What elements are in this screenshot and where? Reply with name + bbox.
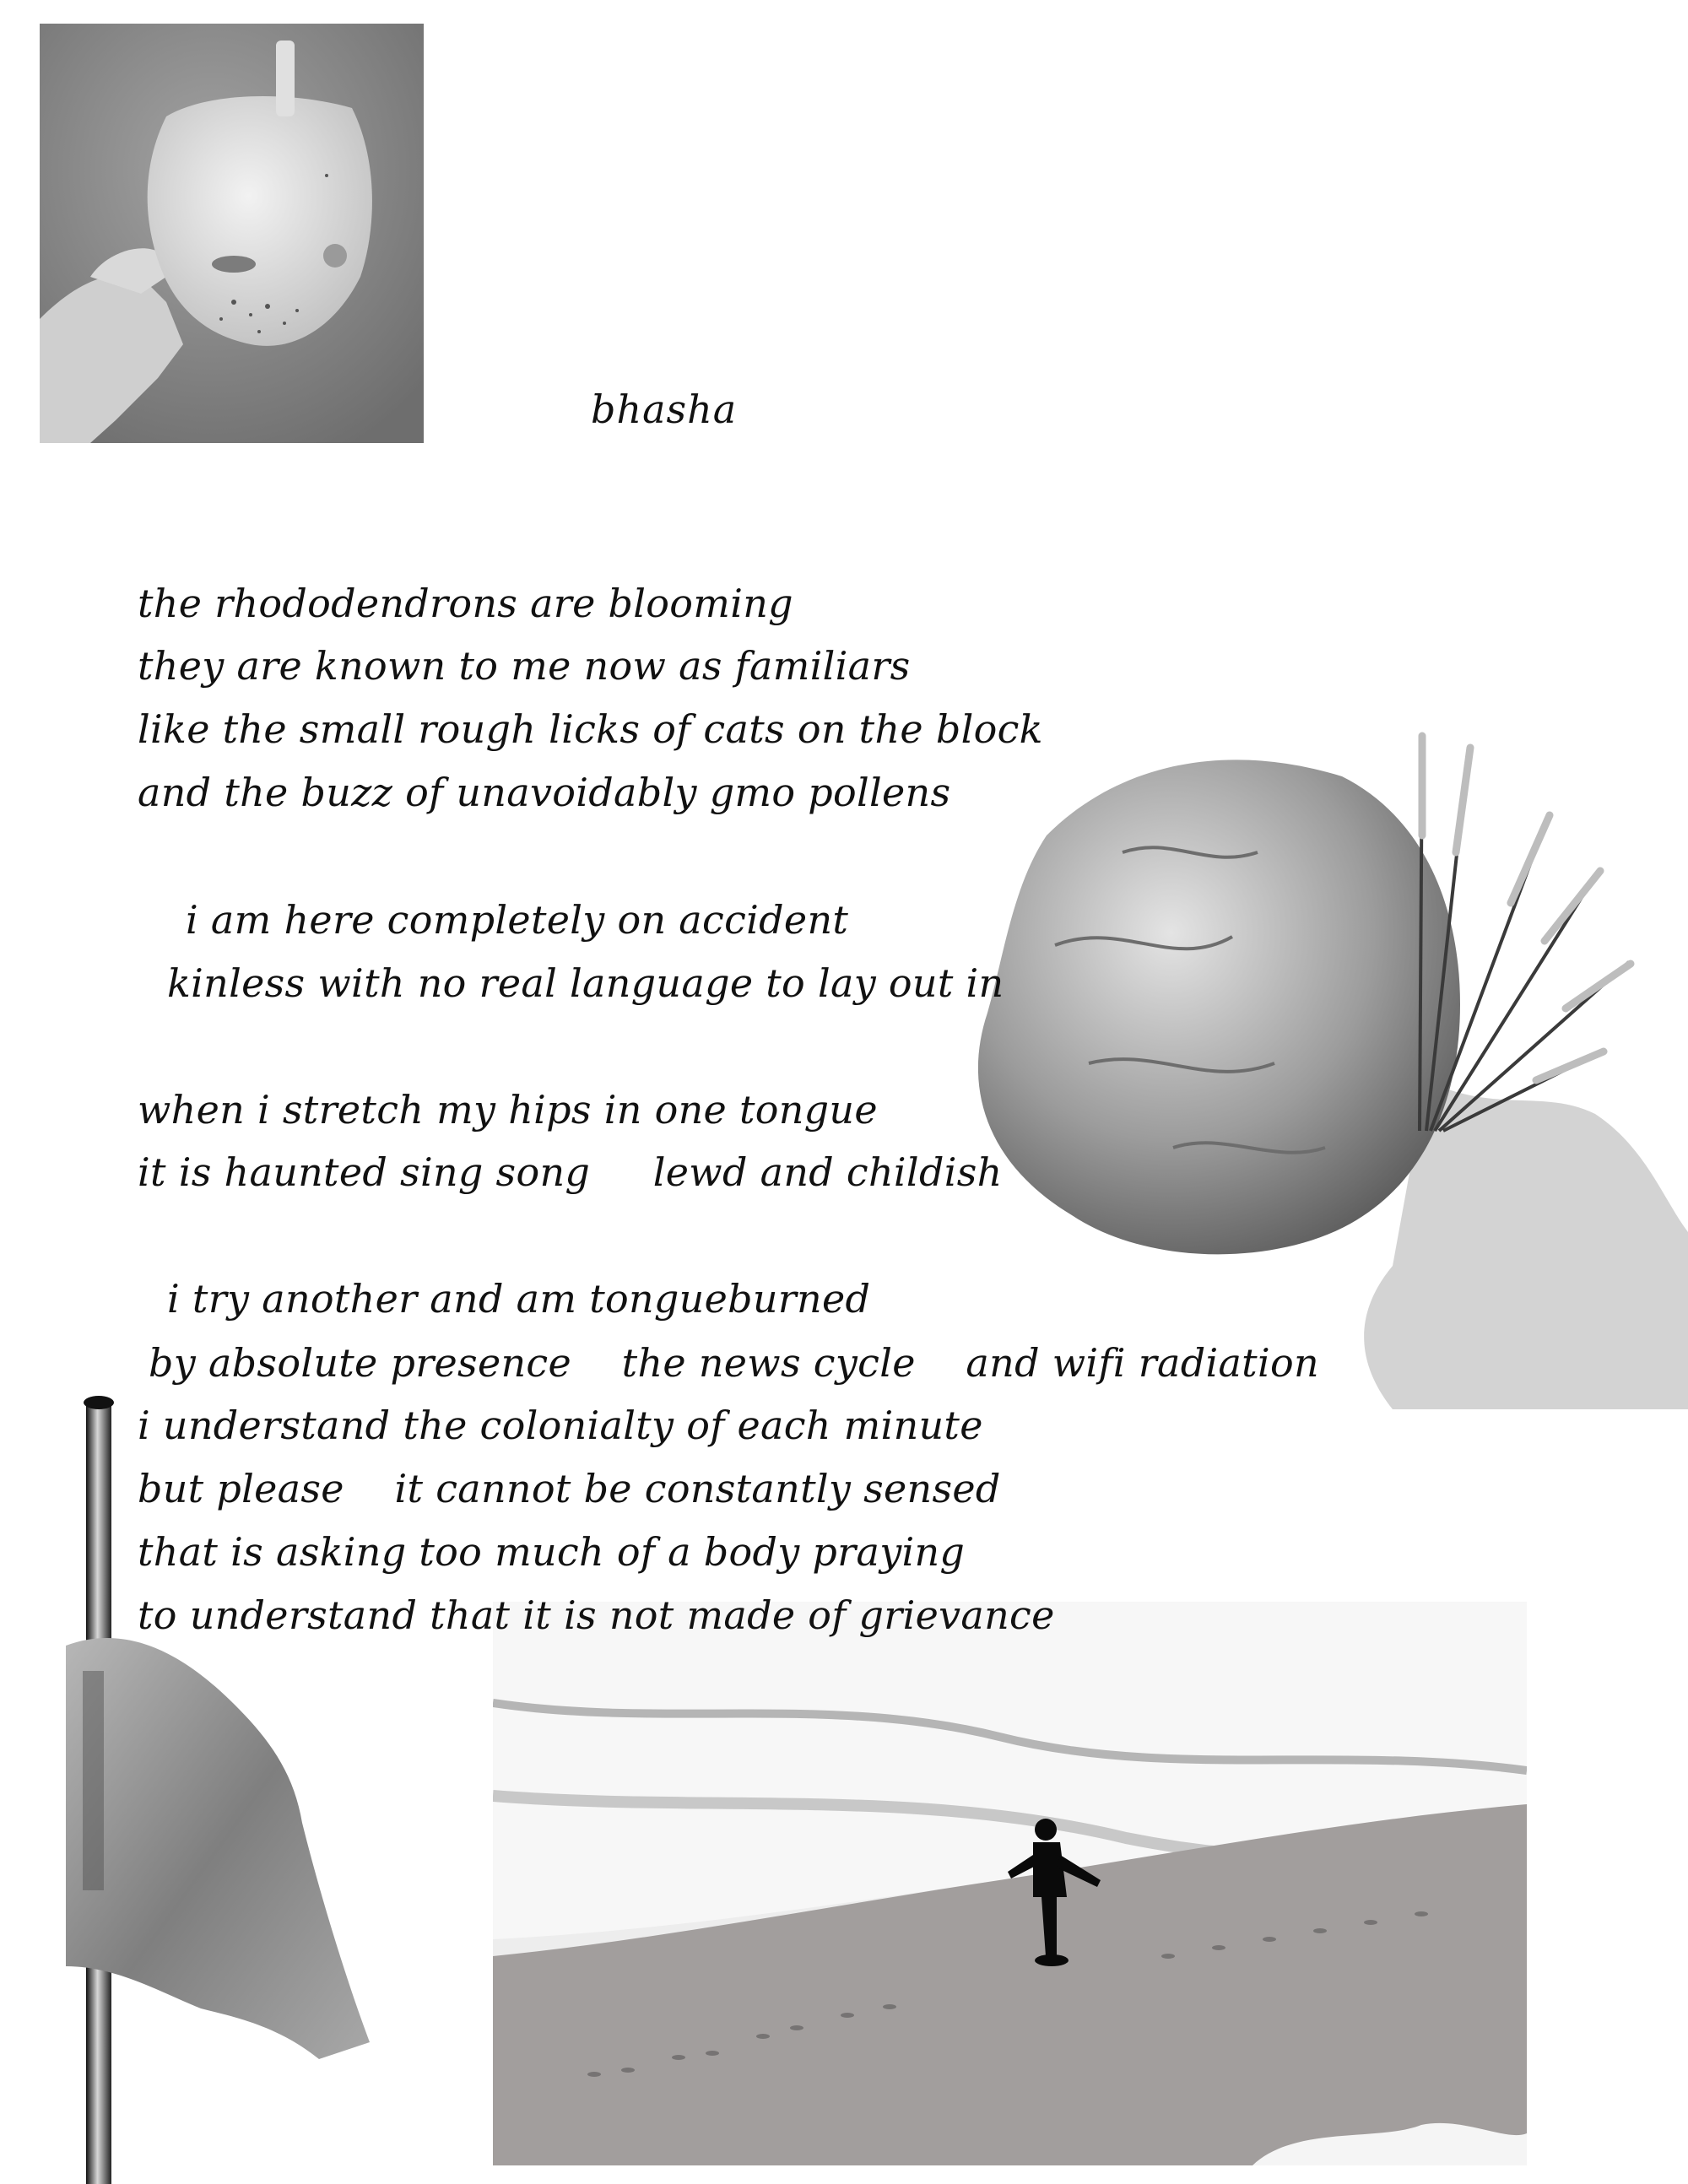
beach-photo	[493, 1602, 1527, 2165]
poem-line: when i stretch my hips in one tongue	[138, 1087, 878, 1133]
poem-line: they are known to me now as familiars	[138, 643, 911, 689]
poem-line: the rhododendrons are blooming	[138, 581, 793, 626]
mask-photo	[40, 24, 424, 443]
flag-photo	[66, 1384, 387, 2184]
poem-line: that is asking too much of a body praying	[138, 1529, 966, 1575]
poem-line: to understand that it is not made of grievance	[138, 1592, 1055, 1638]
poem-line: but please it cannot be constantly sensed	[138, 1466, 1001, 1511]
poem-line: it is haunted sing song lewd and childish	[138, 1149, 1003, 1195]
poem-title: bhasha	[591, 387, 738, 432]
poem-line: by absolute presence the news cycle and wifi radiation	[149, 1340, 1319, 1386]
poem-line: kinless with no real language to lay out in	[167, 960, 1004, 1006]
poem-line: i try another and am tongueburned	[167, 1276, 871, 1322]
needle-sculpture-photo	[954, 726, 1688, 1409]
poem-line: i am here completely on accident	[186, 897, 849, 943]
poem-line: i understand the colonialty of each minute	[138, 1403, 983, 1448]
poem-line: like the small rough licks of cats on the block	[138, 706, 1043, 752]
poem-line: and the buzz of unavoidably gmo pollens	[138, 770, 951, 815]
